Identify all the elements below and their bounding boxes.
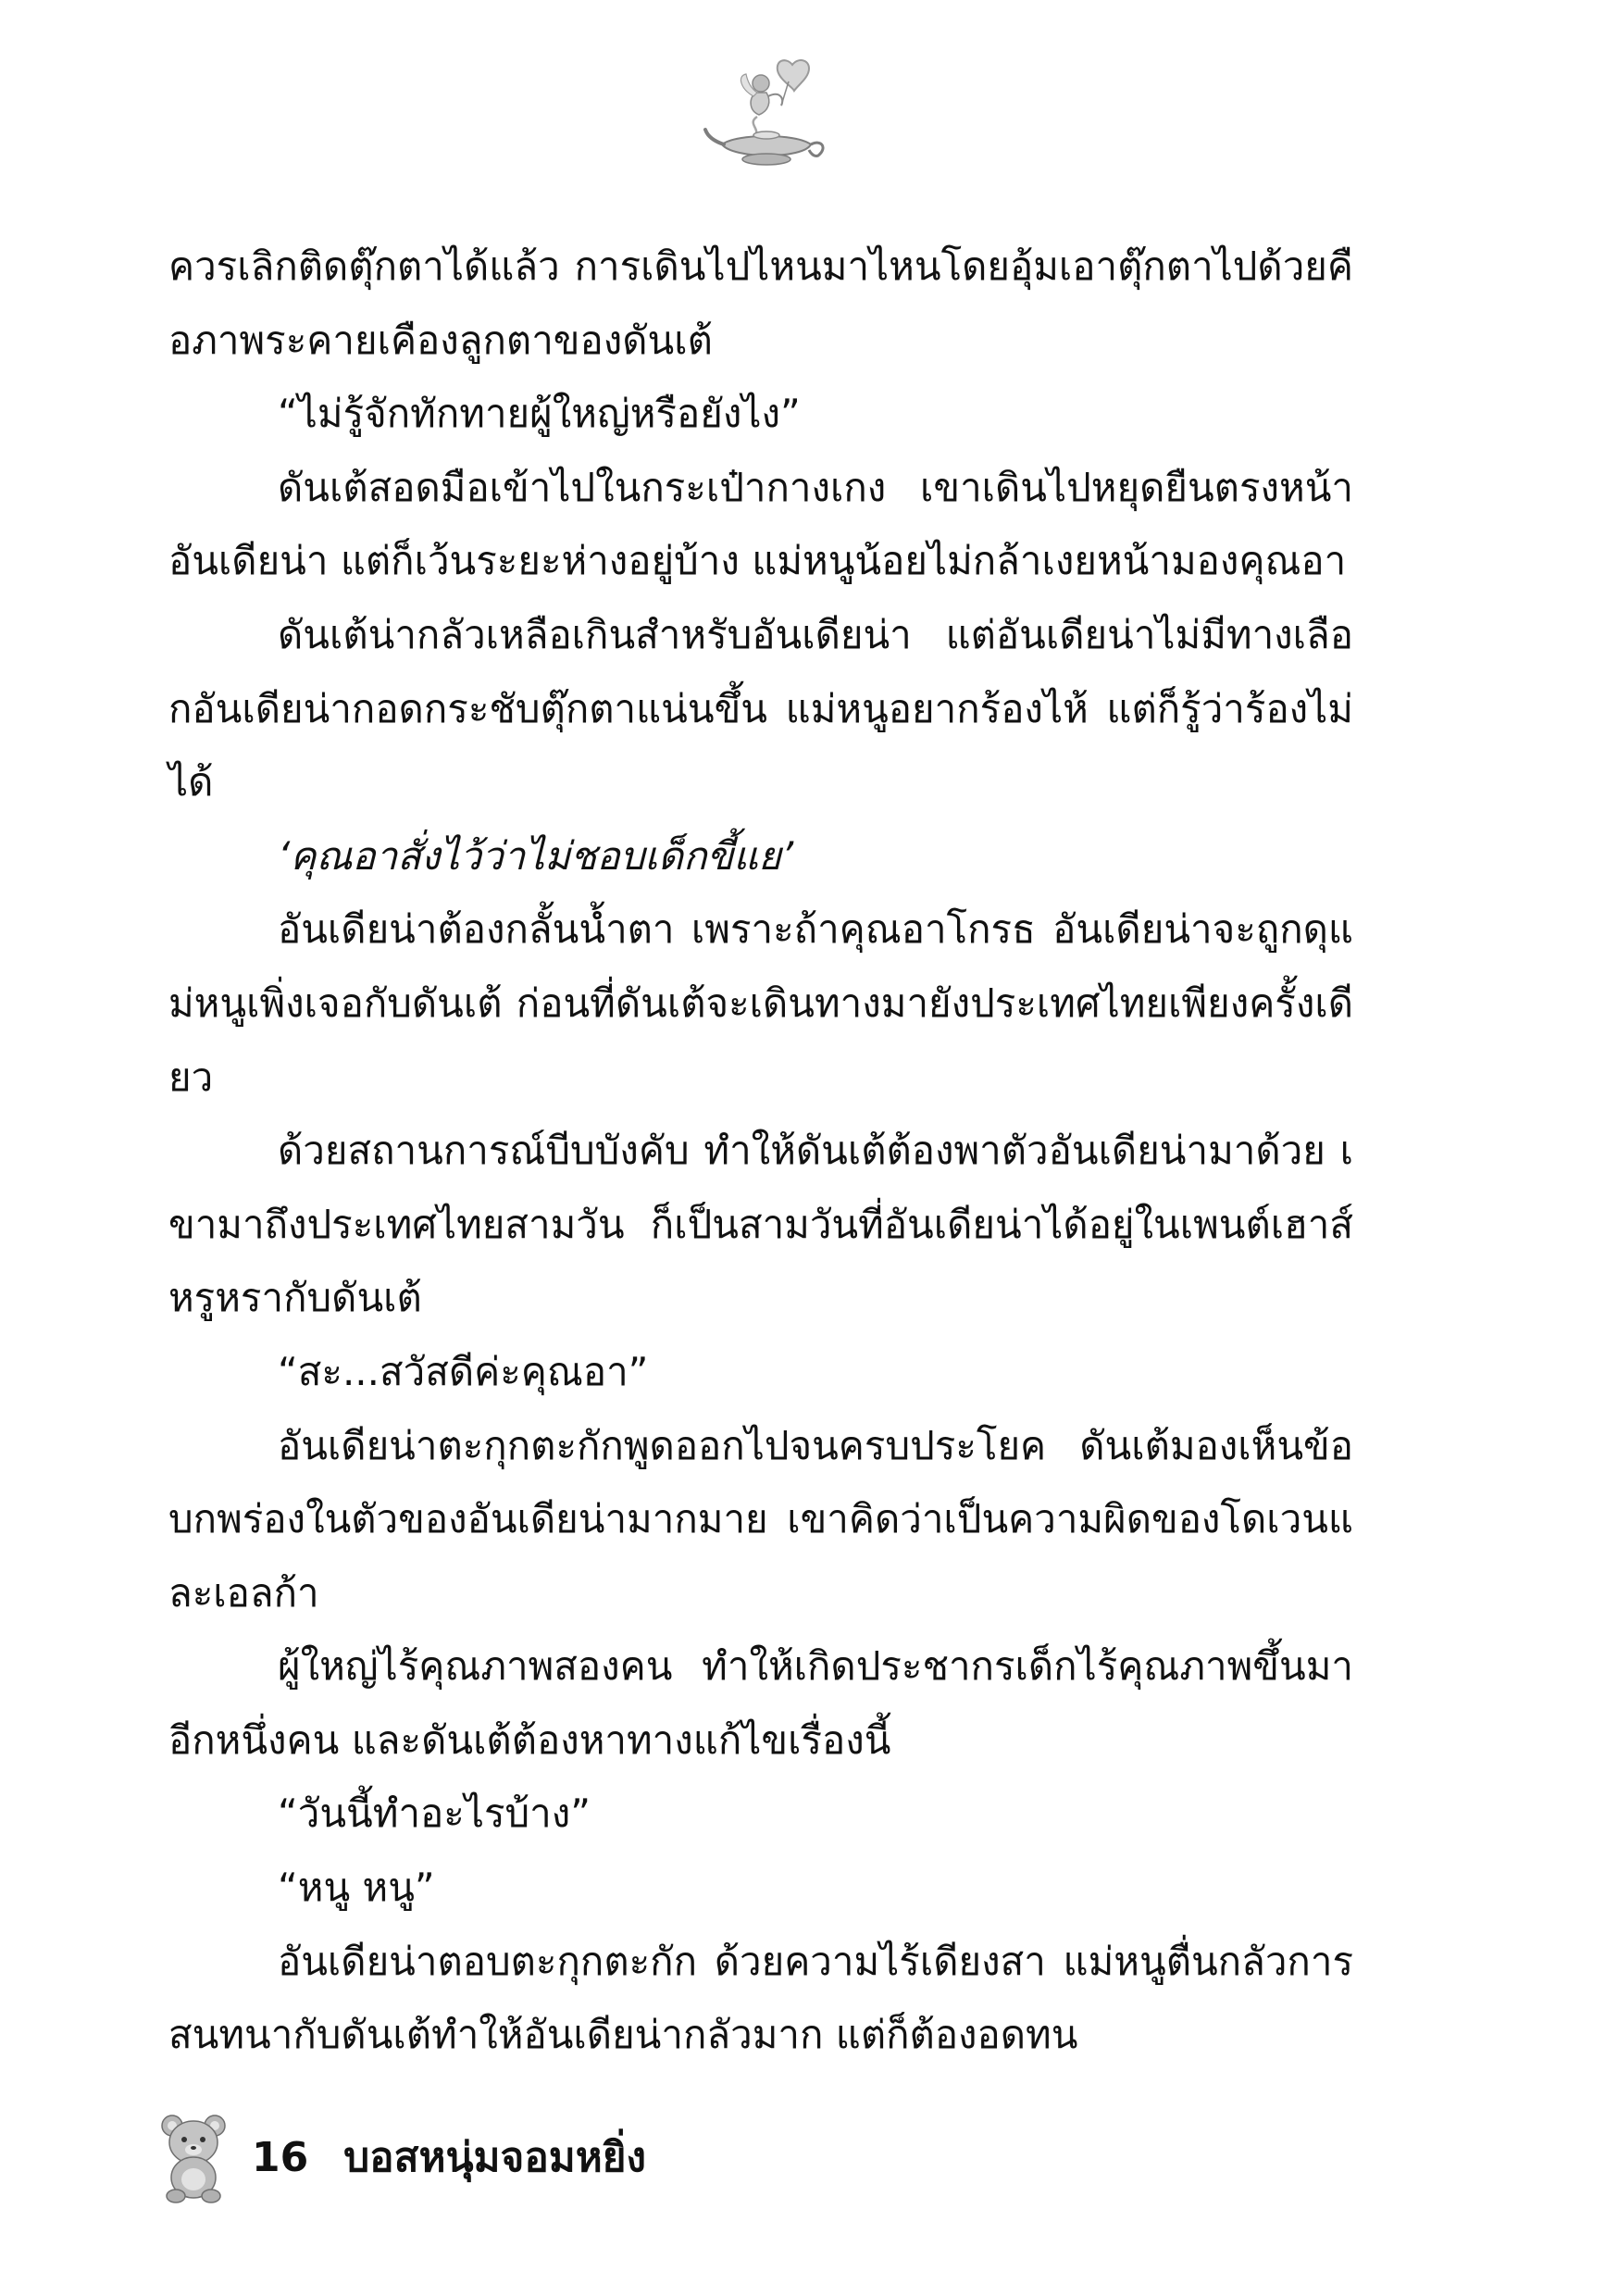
teddy-bear-icon (156, 2111, 231, 2203)
paragraph: ควรเลิกติดตุ๊กตาได้แล้ว การเดินไปไหนมาไหนโดยอุ้มเอาตุ๊กตาไปด้วยคือภาพระคายเคืองลูกตาของดันเต้ (168, 243, 1353, 363)
paragraph: “วันนี้ทำอะไรบ้าง” (278, 1791, 591, 1837)
paragraph: อันเดียน่าตะกุกตะกักพูดออกไปจนครบประโยค ดันเต้มองเห็นข้อบกพร่องในตัวของอันเดียน่ามากมาย เขาคิดว่าเป็นความผิดของโดเวนและเอลก้า (168, 1422, 1353, 1616)
paragraph: “สะ...สวัสดีค่ะคุณอา” (278, 1348, 649, 1394)
paragraph: ‘คุณอาสั่งไว้ว่าไม่ชอบเด็กขี้แย’ (278, 832, 794, 879)
paragraph: อันเดียน่าตอบตะกุกตะกัก ด้วยความไร้เดียงสา แม่หนูตื่นกลัวการสนทนากับดันเต้ทำให้อันเดียน่ากลัวมาก แต่ก็ต้องอดทน (168, 1938, 1353, 2058)
paragraph: ด้วยสถานการณ์บีบบังคับ ทำให้ดันเต้ต้องพาตัวอันเดียน่ามาด้วย เขามาถึงประเทศไทยสามวัน ก็เป็นสามวันที่อันเดียน่าได้อยู่ในเพนต์เฮาส์หรูหรากับดันเต้ (168, 1128, 1353, 1321)
book-title: บอสหนุ่มจอมหยิ่ง (343, 2134, 647, 2181)
page-footer (156, 2102, 646, 2213)
page-body (168, 230, 1353, 2072)
paragraph: ดันเต้สอดมือเข้าไปในกระเป๋ากางเกง เขาเดินไปหยุดยืนตรงหน้าอันเดียน่า แต่ก็เว้นระยะห่างอยู่บ้าง แม่หนูน้อยไม่กล้าเงยหน้ามองคุณอา (168, 464, 1353, 584)
paragraph: “ไม่รู้จักทักทายผู้ใหญ่หรือยังไง” (278, 391, 801, 437)
paragraph: “หนู หนู” (278, 1865, 435, 1911)
paragraph: ดันเต้น่ากลัวเหลือเกินสำหรับอันเดียน่า แต่อันเดียน่าไม่มีทางเลือกอันเดียน่ากอดกระชับตุ๊กตาแน่นขึ้น แม่หนูอยากร้องไห้ แต่ก็รู้ว่าร้องไม่ได้ (168, 611, 1353, 805)
page-number: 16 (252, 2133, 309, 2181)
cupid-teapot-icon (703, 56, 833, 176)
paragraph: อันเดียน่าต้องกลั้นน้ำตา เพราะถ้าคุณอาโกรธ อันเดียน่าจะถูกดุแม่หนูเพิ่งเจอกับดันเต้ ก่อนที่ดันเต้จะเดินทางมายังประเทศไทยเพียงครั้งเดียว (168, 906, 1353, 1100)
paragraph: ผู้ใหญ่ไร้คุณภาพสองคน ทำให้เกิดประชากรเด็กไร้คุณภาพขึ้นมาอีกหนึ่งคน และดันเต้ต้องหาทางแก้ไขเรื่องนี้ (168, 1643, 1353, 1763)
